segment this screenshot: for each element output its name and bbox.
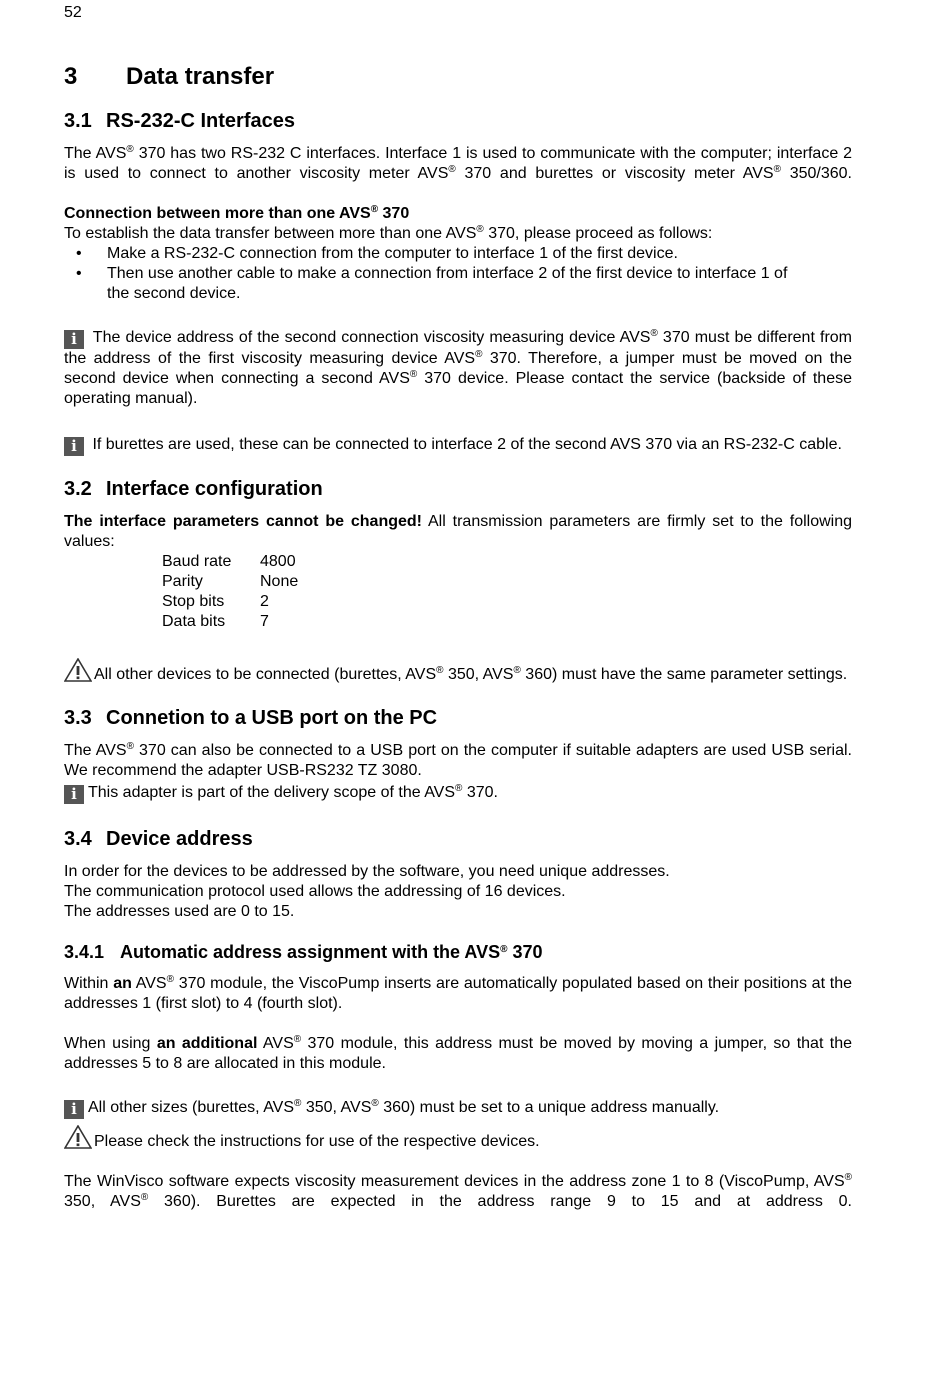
list-item: • Then use another cable to make a connection from interface 2 of the first device to interface 1 of the second device. — [76, 265, 788, 302]
bullet-icon: • — [76, 265, 82, 282]
paragraph: The AVS® 370 can also be connected to a USB port on the computer if suitable adapters are used USB serial. We recommend the adapter USB-RS232 TZ 3080. — [64, 741, 852, 779]
section-number: 3.1 — [64, 110, 92, 132]
info-note: i If burettes are used, these can be connected to interface 2 of the second AVS 370 via an RS-232-C cable. — [64, 435, 852, 456]
warning-icon — [64, 1125, 92, 1149]
subsection-heading-3-4-1: 3.4.1 Automatic address assignment with the AVS® 370 — [64, 942, 543, 962]
chapter-number: 3 — [64, 63, 78, 90]
page-number: 52 — [64, 4, 82, 21]
info-icon: i — [64, 437, 84, 456]
table-row: Data bits 7 — [162, 613, 269, 630]
table-row: Baud rate 4800 — [162, 553, 296, 570]
chapter-title: Data transfer — [126, 63, 275, 90]
warning-note: All other devices to be connected (burettes, AVS® 350, AVS® 360) must have the same parameter settings. — [64, 658, 852, 685]
info-icon: i — [64, 1100, 84, 1119]
warning-icon — [64, 658, 92, 682]
paragraph: To establish the data transfer between more than one AVS® 370, please proceed as follows: — [64, 224, 713, 242]
chapter-heading — [64, 62, 852, 92]
section-heading-3-2: 3.2 Interface configuration — [64, 478, 323, 500]
subheading-connection: Connection between more than one AVS® 370 — [64, 204, 410, 222]
paragraph-line: The communication protocol used allows the addressing of 16 devices. — [64, 883, 566, 900]
parameter-table — [162, 552, 298, 632]
bullet-list — [64, 244, 852, 304]
info-note: i All other sizes (burettes, AVS® 350, AVS® 360) must be set to a unique address manually. — [64, 1098, 852, 1119]
paragraph: Within an AVS® 370 module, the ViscoPump inserts are automatically populated based on their positions at the addresses 1 (first slot) to 4 (fourth slot). — [64, 974, 853, 1012]
info-icon: i — [64, 330, 84, 349]
paragraph: When using an additional AVS® 370 module, this address must be moved by moving a jumper, so that the addresses 5 to 8 are allocated in this module. — [64, 1034, 853, 1072]
paragraph: The interface parameters cannot be changed! All transmission parameters are firmly set to the following values: — [64, 513, 853, 550]
info-note: i The device address of the second connection viscosity measuring device AVS® 370 must be different from the address of the first viscosity measuring device AVS® 370. Therefore, a jumper must be moved on the second device when connecting a second AVS® 370 device. Please contact the service (backside of these operating manual). — [64, 328, 853, 407]
list-item: • Make a RS-232-C connection from the computer to interface 1 of the first device. — [76, 245, 678, 262]
section-heading-3-4: 3.4 Device address — [64, 828, 253, 850]
paragraph: The WinVisco software expects viscosity measurement devices in the address zone 1 to 8 (ViscoPump, AVS® 350, AVS® 360). Burettes are expected in the address range 9 to 15 and at address 0. — [64, 1172, 852, 1210]
table-row: Parity None — [162, 573, 299, 590]
info-note: i This adapter is part of the delivery scope of the AVS® 370. — [64, 783, 852, 804]
warning-note: Please check the instructions for use of the respective devices. — [64, 1125, 852, 1152]
paragraph: The AVS® 370 has two RS-232 C interfaces. Interface 1 is used to communicate with the computer; interface 2 is used to connect to another viscosity meter AVS® 370 and burettes or viscosity meter AVS® 350/360. — [64, 144, 853, 182]
paragraph-line: In order for the devices to be addressed by the software, you need unique addresses. — [64, 863, 670, 880]
info-icon: i — [64, 785, 84, 804]
paragraph-line: The addresses used are 0 to 15. — [64, 903, 295, 920]
table-row: Stop bits 2 — [162, 593, 269, 610]
section-title: RS-232-C Interfaces — [106, 110, 295, 132]
bullet-icon: • — [76, 245, 82, 262]
document-body — [64, 62, 852, 1212]
section-heading-3-1 — [64, 108, 852, 134]
section-heading-3-3: 3.3 Connetion to a USB port on the PC — [64, 707, 438, 729]
